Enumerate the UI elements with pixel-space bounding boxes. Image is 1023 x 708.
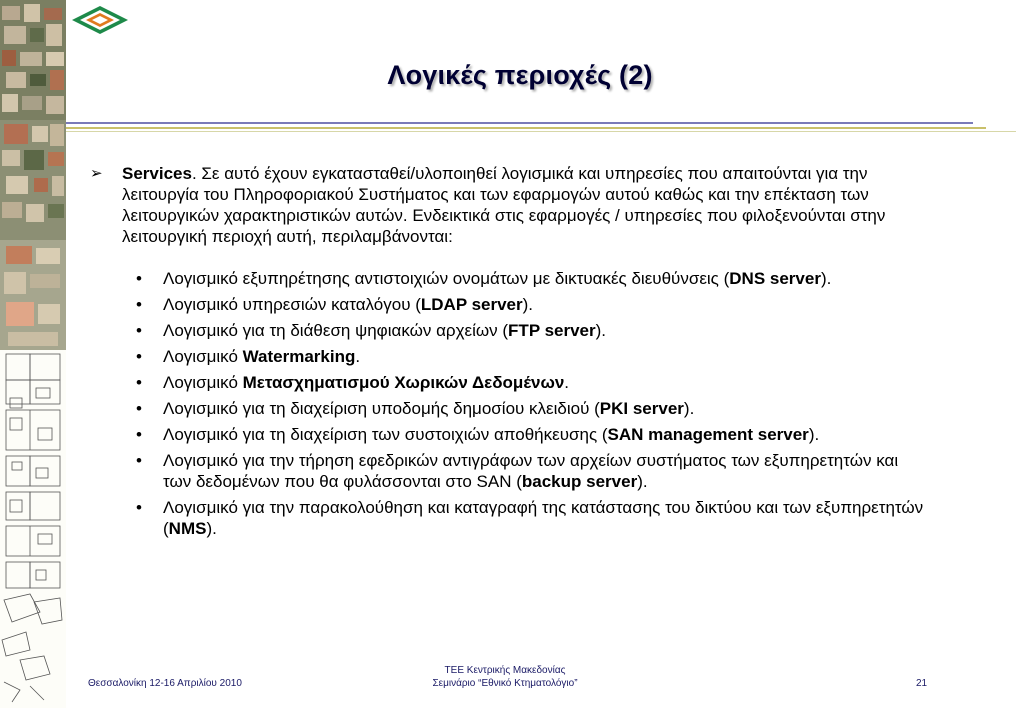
list-item-suffix: ).	[683, 399, 695, 418]
list-item-text: Λογισμικό	[163, 373, 243, 392]
software-list	[90, 268, 930, 539]
list-item-term: LDAP server	[420, 295, 523, 314]
list-item-suffix: ).	[637, 472, 648, 491]
list-item-term: SAN management server	[607, 425, 809, 444]
list-item-text: Λογισμικό για την παρακολούθηση και καταγραφή της κατάστασης του δικτύου και των εξυπηρετητών (	[163, 498, 924, 538]
list-item-term: PKI server	[599, 399, 684, 418]
list-item	[136, 372, 930, 393]
services-label: Services	[122, 164, 192, 183]
footer-date-location: Θεσσαλονίκη 12-16 Απριλίου 2010	[88, 678, 242, 689]
list-item-term: NMS	[168, 519, 207, 538]
list-item-text: Λογισμικό για τη διαχείριση των συστοιχιών αποθήκευσης (	[163, 425, 608, 444]
title-divider-gold	[66, 127, 986, 129]
arrow-bullet-icon: ➢	[90, 165, 103, 182]
services-description: . Σε αυτό έχουν εγκατασταθεί/υλοποιηθεί λογισμικά και υπηρεσίες που απαιτούνται για την λειτουργία του Πληροφοριακού Συστήματος και των εφαρμογών αυτού καθώς και την επέκταση των λειτουργικών χαρακτηριστικών αυτών. Ενδεικτικά στις εφαρμογές / υπηρεσίες που φιλοξενούνται στην λειτουργική περιοχή αυτή, περιλαμβάνονται:	[122, 164, 886, 246]
cadastral-map-image	[0, 350, 66, 708]
list-item-suffix: ).	[522, 295, 534, 314]
list-item-text: Λογισμικό για τη διάθεση ψηφιακών αρχείων (	[163, 321, 509, 340]
bullet-dot-icon: •	[136, 321, 142, 340]
slide-title: Λογικές περιοχές (2)	[387, 60, 653, 90]
title-divider-light	[66, 131, 1016, 132]
bullet-dot-icon: •	[136, 269, 142, 288]
list-item-suffix: ).	[206, 519, 217, 538]
page-number: 21	[916, 678, 928, 689]
aerial-photo-image	[0, 0, 66, 350]
list-item-term: FTP server	[508, 321, 596, 340]
footer-organizer: ΤΕΕ Κεντρικής Μακεδονίας	[444, 665, 566, 676]
list-item-text: Λογισμικό εξυπηρέτησης αντιστοιχιών ονομάτων με δικτυακές διευθύνσεις (	[163, 269, 730, 288]
bullet-dot-icon: •	[136, 451, 142, 470]
list-item-text: Λογισμικό για τη διαχείριση υποδομής δημοσίου κλειδιού (	[163, 399, 600, 418]
list-item	[136, 268, 930, 289]
list-item	[136, 294, 930, 315]
bullet-dot-icon: •	[136, 498, 142, 517]
list-item	[136, 346, 930, 367]
list-item	[136, 424, 930, 445]
list-item-term: backup server	[521, 472, 638, 491]
list-item-text: Λογισμικό	[163, 347, 243, 366]
list-item-term: Watermarking	[242, 347, 356, 366]
bullet-dot-icon: •	[136, 399, 142, 418]
list-item-suffix: .	[355, 347, 361, 366]
bullet-dot-icon: •	[136, 373, 142, 392]
footer-seminar-title: Σεμινάριο “Εθνικό Κτηματολόγιο”	[432, 678, 578, 689]
list-item-text: Λογισμικό για την τήρηση εφεδρικών αντιγράφων των αρχείων συστήματος των εξυπηρετητών και των δεδομένων που θα φυλάσσονται στο SAN (	[163, 451, 899, 491]
bullet-dot-icon: •	[136, 347, 142, 366]
list-item	[136, 320, 930, 341]
list-item	[136, 450, 930, 492]
cadastre-logo-icon	[70, 4, 130, 36]
services-text	[122, 163, 922, 247]
bullet-dot-icon: •	[136, 425, 142, 444]
list-item-suffix: ).	[808, 425, 820, 444]
list-item	[136, 497, 930, 539]
list-item-term: DNS server	[729, 269, 821, 288]
list-item-suffix: .	[564, 373, 570, 392]
services-paragraph	[90, 163, 930, 247]
title-divider-blue	[66, 122, 973, 124]
list-item-text: Λογισμικό υπηρεσιών καταλόγου (	[163, 295, 421, 314]
slide-content	[90, 163, 930, 544]
list-item-suffix: ).	[820, 269, 832, 288]
footer-event	[405, 664, 605, 690]
bullet-dot-icon: •	[136, 295, 142, 314]
left-decorative-strip	[0, 0, 66, 708]
list-item-term: Μετασχηματισμού Χωρικών Δεδομένων	[242, 373, 565, 392]
list-item	[136, 398, 930, 419]
list-item-suffix: ).	[595, 321, 607, 340]
